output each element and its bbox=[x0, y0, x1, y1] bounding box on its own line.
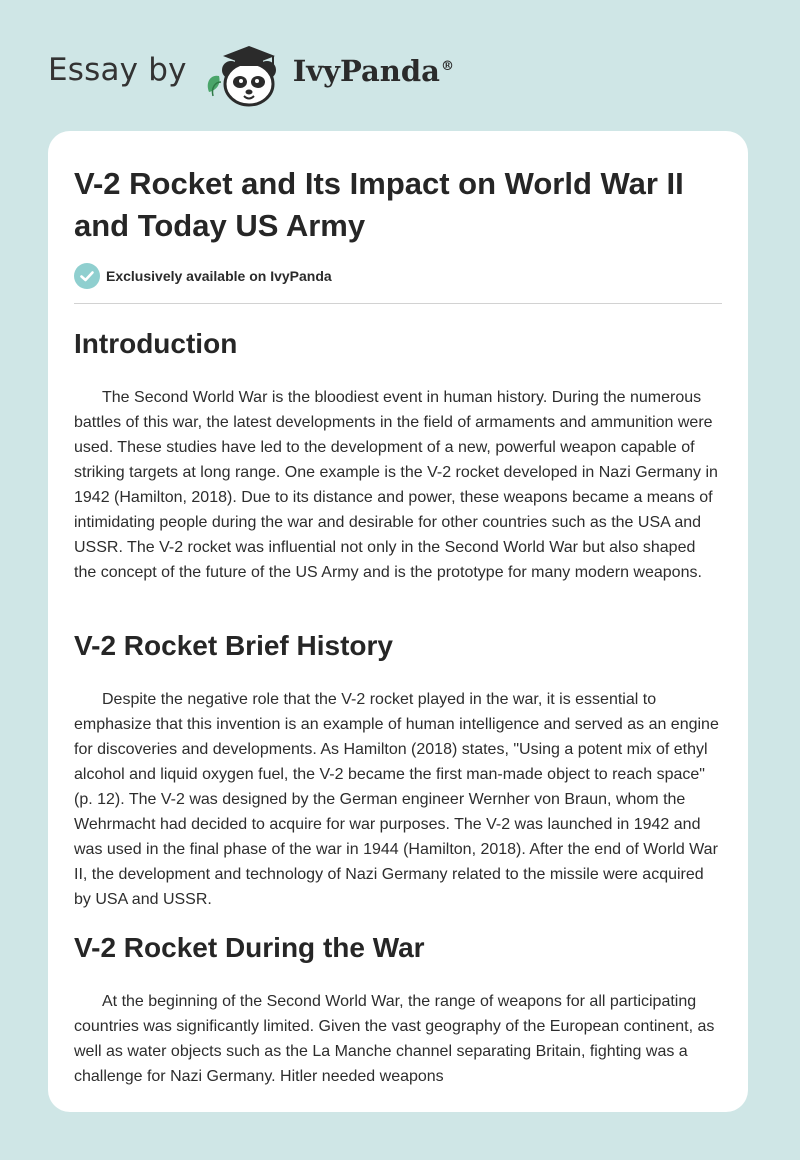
brand-name: IvyPanda® bbox=[292, 54, 454, 88]
section-heading-during-war: V-2 Rocket During the War bbox=[74, 932, 425, 963]
essay-title: V-2 Rocket and Its Impact on World War II and Today US Army bbox=[74, 166, 684, 243]
section-paragraph-during-war: At the beginning of the Second World War, the range of weapons for all participating countries was significantly limited. Given the vast geography of the European continent, as well as water objects such as the La Manche channel separating Britain, fighting was a challenge for Nazi Germany. Hitler needed weapons bbox=[74, 993, 715, 1085]
registered-mark: ® bbox=[440, 59, 454, 75]
exclusive-badge bbox=[74, 262, 332, 290]
section-paragraph-brief-history: Despite the negative role that the V-2 rocket played in the war, it is essential to emphasize that this invention is an example of human intelligence and served as an engine for discoveries and developments. As Hamilton (2018) states, "Using a potent mix of ethyl alcohol and liquid oxygen fuel, the V-2 became the first man-made object to reach space" (p. 12). The V-2 was designed by the German engineer Wernher von Braun, whom the Wehrmacht had decided to acquire for war purposes. The V-2 was launched in 1942 and was used in the final phase of the war in 1944 (Hamilton, 2018). After the end of World War II, the development and technology of Nazi Germany related to the missile were acquired by USA and USSR. bbox=[74, 691, 719, 908]
essay-card bbox=[48, 131, 748, 1112]
panda-logo-icon[interactable] bbox=[201, 36, 289, 110]
brand-header bbox=[48, 36, 454, 110]
divider bbox=[74, 303, 722, 304]
check-circle-icon bbox=[74, 263, 100, 289]
brand-prefix: Essay by bbox=[48, 52, 187, 88]
section-paragraph-introduction: The Second World War is the bloodiest event in human history. During the numerous battles of this war, the latest developments in the field of armaments and ammunition were used. These studies have led to the development of a new, powerful weapon capable of striking targets at long range. One example is the V-2 rocket developed in Nazi Germany in 1942 (Hamilton, 2018). Due to its distance and power, these weapons became a means of intimidating people during the war and desirable for other countries such as the USA and USSR. The V-2 rocket was influential not only in the Second World War but also shaped the concept of the future of the US Army and is the prototype for many modern weapons. bbox=[74, 389, 718, 581]
section-heading-brief-history: V-2 Rocket Brief History bbox=[74, 630, 393, 661]
exclusive-label: Exclusively available on IvyPanda bbox=[106, 268, 332, 284]
section-heading-introduction: Introduction bbox=[74, 328, 238, 359]
